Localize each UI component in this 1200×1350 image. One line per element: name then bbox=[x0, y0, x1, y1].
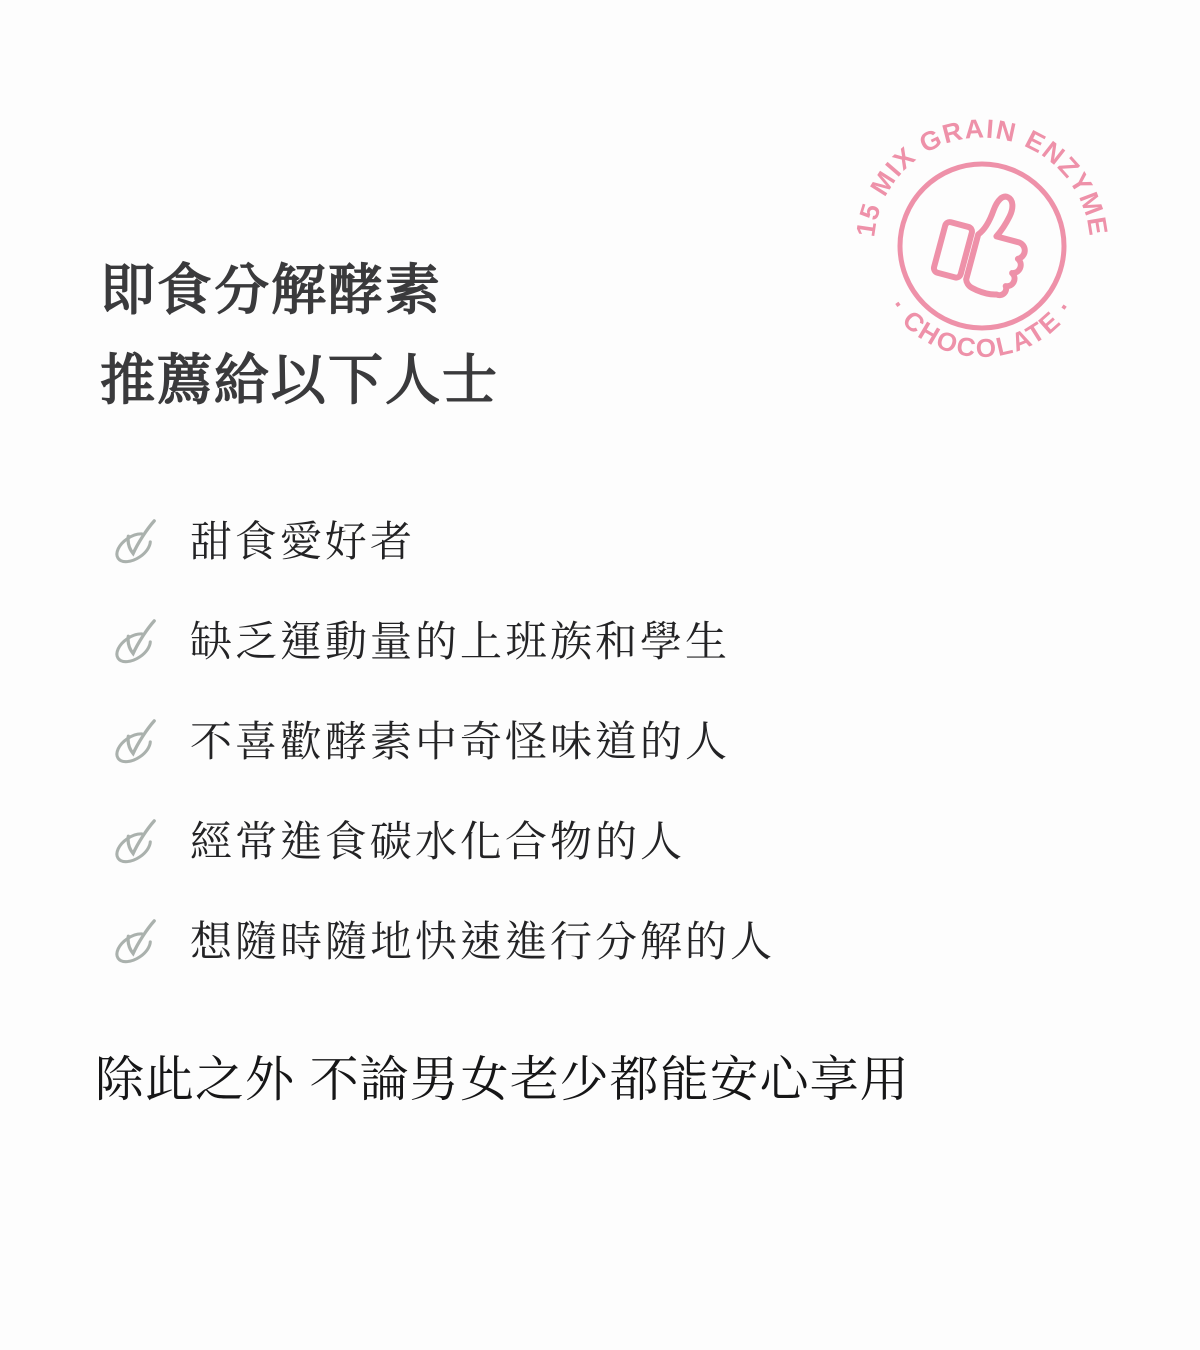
list-item bbox=[112, 492, 775, 592]
stamp-arc-bottom-text: · CHOCOLATE · bbox=[883, 292, 1081, 364]
stamp-arc-top-text: 15 MIX GRAIN ENZYME bbox=[850, 113, 1114, 239]
list-item bbox=[112, 792, 775, 892]
audience-list bbox=[112, 492, 775, 992]
thumbs-up-icon bbox=[931, 183, 1037, 300]
stamp-badge bbox=[837, 101, 1127, 391]
list-item-label: 不喜歡酵素中奇怪味道的人 bbox=[190, 718, 731, 765]
check-icon bbox=[112, 716, 160, 768]
page-title bbox=[100, 245, 499, 425]
footer-note: 除此之外 不論男女老少都能安心享用 bbox=[95, 1053, 910, 1107]
list-item bbox=[112, 892, 775, 992]
list-item-label: 缺乏運動量的上班族和學生 bbox=[190, 618, 731, 665]
list-item-label: 經常進食碳水化合物的人 bbox=[190, 818, 686, 865]
list-item bbox=[112, 692, 775, 792]
list-item-label: 想隨時隨地快速進行分解的人 bbox=[190, 918, 776, 965]
list-item-label: 甜食愛好者 bbox=[190, 518, 416, 565]
stamp-inner-ring bbox=[900, 164, 1064, 328]
check-icon bbox=[112, 616, 160, 668]
check-icon bbox=[112, 916, 160, 968]
stamp-badge-graphic bbox=[837, 101, 1127, 391]
title-line-2: 推薦給以下人士 bbox=[100, 349, 500, 411]
title-line-1: 即食分解酵素 bbox=[100, 259, 443, 321]
check-icon bbox=[112, 816, 160, 868]
thumb-hand bbox=[964, 192, 1037, 300]
check-icon bbox=[112, 516, 160, 568]
list-item bbox=[112, 592, 775, 692]
